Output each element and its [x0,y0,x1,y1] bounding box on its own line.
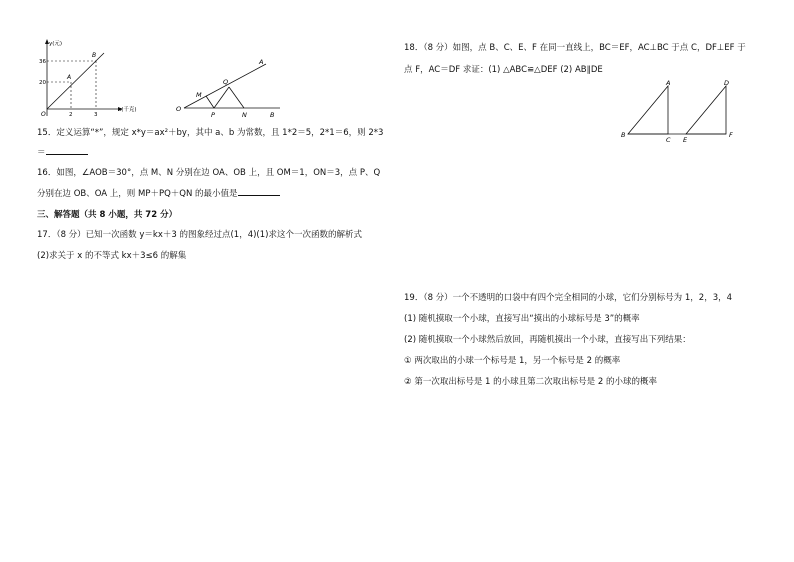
coordinate-graph [30,36,150,122]
q16-line1: 16．如图，∠AOB＝30°，点 M、N 分别在边 OA、OB 上，且 OM＝1，ON＝3，点 P、Q [37,168,381,178]
tick-x-3: 3 [94,112,98,118]
q18-line1: 18．（8 分）如图，点 B、C、E、F 在同一直线上，BC＝EF，AC⊥BC 于点 C，DF⊥EF 于 [404,43,746,53]
angle-figure [170,56,285,120]
section3-title: 三、解答题（共 8 小题，共 72 分） [37,210,178,220]
q16-line2 [37,187,280,200]
tick-y-36: 36 [39,59,46,65]
label-d: D [724,79,730,87]
label-q: Q [223,78,229,86]
triangle-abc [628,86,668,134]
q17-line1: 17．（8 分）已知一次函数 y＝kx＋3 的图象经过点(1，4)(1)求这个一次函数的解析式 [37,230,362,240]
label-e: E [683,136,688,144]
q19-line2: (1) 随机摸取一个小球，直接写出“摸出的小球标号是 3”的概率 [404,314,640,324]
q15-line2 [37,146,88,159]
q15-answer-blank[interactable] [46,146,88,155]
triangles-figure [618,78,748,146]
label-m: M [196,91,202,99]
function-line [47,53,104,109]
q16-answer-blank[interactable] [238,187,280,196]
label-a: A [666,79,671,87]
tick-x-2: 2 [69,112,73,118]
x-axis-label: x(千克) [118,107,137,113]
q19-line3: (2) 随机摸取一个小球然后放回，再随机摸出一个小球，直接写出下列结果： [404,335,691,345]
triangle-def [686,86,726,134]
label-p: P [211,111,215,119]
q19-line5: ② 第一次取出标号是 1 的小球且第二次取出标号是 2 的小球的概率 [404,377,657,387]
q16-line2-text: 分别在边 OB、OA 上，则 MP＋PQ＋QN 的最小值是 [37,189,238,199]
label-b: B [621,131,626,139]
ray-oa [184,64,266,108]
segment-qn [229,87,244,108]
q15-line1: 15．定义运算“*”，规定 x*y＝ax²＋by，其中 a、b 为常数，且 1*2＝5，2*1＝6，则 2*3 [37,128,384,138]
label-n: N [242,111,247,119]
origin-label: O [41,111,46,118]
q17-line2: (2)求关于 x 的不等式 kx＋3≤6 的解集 [37,251,187,261]
q19-line1: 19．（8 分）一个不透明的口袋中有四个完全相同的小球，它们分别标号为 1，2，3，4 [404,293,733,303]
y-axis-label: y(元) [49,41,63,47]
q18-line2: 点 F，AC＝DF 求证：(1) △ABC≌△DEF (2) AB∥DE [404,65,603,75]
q19-line4: ① 两次取出的小球一个标号是 1，另一个标号是 2 的概率 [404,356,621,366]
label-b: B [270,111,275,119]
segment-pq [214,87,229,108]
point-b-label: B [92,52,97,59]
label-a: A [259,58,264,66]
label-c: C [666,136,671,144]
segment-mp [206,96,214,108]
q15-equals: ＝ [37,148,46,158]
point-a-label: A [67,74,72,81]
tick-y-20: 20 [39,80,46,86]
label-o: O [176,105,182,113]
label-f: F [729,131,733,139]
